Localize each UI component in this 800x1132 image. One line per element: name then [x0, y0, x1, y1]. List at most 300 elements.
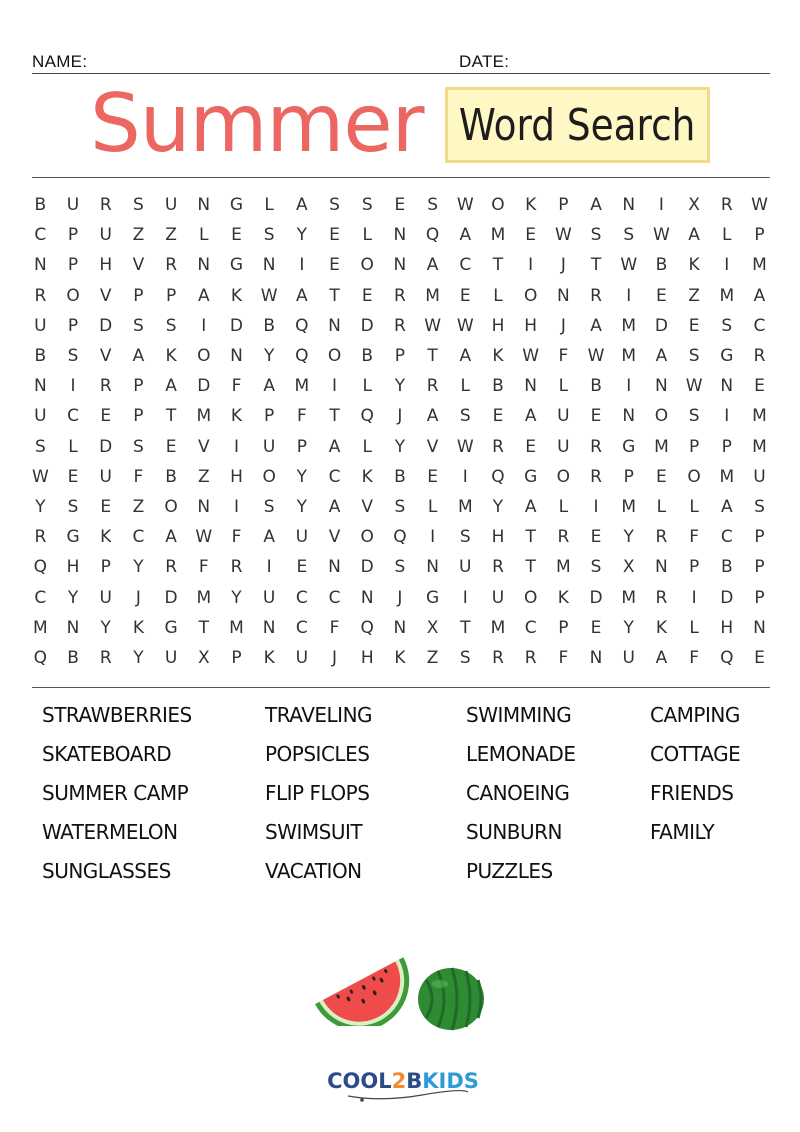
grid-letter: W — [653, 225, 670, 246]
date-label: DATE: — [459, 52, 510, 71]
grid-letter: A — [296, 285, 308, 306]
grid-letter: J — [332, 647, 338, 668]
grid-letter: L — [362, 436, 372, 457]
grid-letter: D — [164, 587, 178, 608]
grid-letter: D — [197, 376, 211, 397]
grid-letter: R — [99, 376, 112, 397]
grid-letter: G — [622, 436, 636, 457]
grid-letter: C — [295, 587, 308, 608]
grid-letter: N — [655, 557, 668, 578]
grid-letter: O — [197, 346, 211, 367]
word-column — [42, 703, 192, 898]
grid-letter: J — [397, 587, 403, 608]
watermelon-icon — [416, 966, 486, 1032]
grid-letter: I — [462, 466, 468, 487]
grid-letter: P — [754, 587, 765, 608]
grid-letter: O — [327, 346, 342, 367]
grid-letter: M — [752, 406, 767, 427]
grid-letter: C — [720, 527, 733, 548]
grid-letter: K — [492, 346, 504, 367]
grid-letter: R — [394, 315, 406, 336]
grid-letter: M — [229, 617, 244, 638]
grid-letter: C — [328, 466, 341, 487]
grid-letter: A — [426, 255, 439, 276]
grid-letter: T — [198, 617, 209, 638]
grid-letter: A — [426, 406, 439, 427]
grid-letter: A — [165, 527, 177, 548]
grid-letter: R — [720, 195, 733, 216]
word-list-item: CAMPING — [650, 703, 740, 727]
grid-letter: Q — [393, 527, 407, 548]
grid-letter: H — [99, 255, 113, 276]
grid-letter: G — [426, 587, 440, 608]
grid-letter: B — [361, 346, 374, 367]
grid-letter: E — [656, 466, 667, 487]
grid-letter: U — [99, 466, 112, 487]
grid-letter: M — [457, 496, 473, 517]
grid-letter: Y — [296, 225, 308, 246]
grid-letter: Z — [132, 496, 145, 517]
grid-row — [24, 250, 776, 280]
title-word-search: Word Search — [459, 99, 696, 151]
grid-letter: U — [753, 466, 766, 487]
grid-letter: N — [33, 376, 47, 397]
grid-letter: S — [459, 527, 471, 548]
grid-letter: W — [456, 315, 474, 336]
word-column — [650, 703, 740, 859]
grid-letter: O — [654, 406, 669, 427]
grid-letter: L — [689, 496, 699, 517]
grid-letter: A — [655, 647, 668, 668]
grid-letter: C — [524, 617, 537, 638]
grid-letter: F — [689, 647, 699, 668]
grid-letter: Y — [394, 376, 406, 397]
grid-letter: S — [67, 346, 79, 367]
grid-letter: Y — [133, 557, 144, 578]
grid-letter: V — [99, 285, 112, 306]
grid-letter: X — [426, 617, 439, 638]
grid-letter: Y — [623, 617, 634, 638]
grid-letter: R — [230, 557, 243, 578]
grid-letter: P — [67, 315, 79, 336]
grid-letter: D — [589, 587, 603, 608]
grid-letter: J — [397, 406, 403, 427]
grid-letter: U — [295, 527, 309, 548]
grid-letter: V — [99, 346, 112, 367]
grid-letter: Q — [295, 346, 309, 367]
grid-letter: N — [720, 376, 734, 397]
grid-letter: F — [296, 406, 307, 427]
word-list-item: CANOEING — [466, 781, 570, 805]
word-list-item: SUNGLASSES — [42, 859, 171, 883]
grid-letter: W — [587, 346, 605, 367]
grid-letter: Q — [425, 225, 440, 246]
grid-letter: O — [523, 285, 538, 306]
grid-letter: S — [590, 557, 602, 578]
grid-letter: B — [34, 195, 47, 216]
grid-letter: O — [556, 466, 571, 487]
grid-letter: S — [67, 496, 79, 517]
grid-letter: V — [132, 255, 145, 276]
grid-row — [24, 190, 776, 220]
grid-letter: N — [393, 255, 407, 276]
grid-letter: O — [164, 496, 178, 517]
grid-letter: E — [100, 496, 112, 517]
grid-row — [24, 462, 776, 492]
grid-letter: U — [459, 557, 472, 578]
grid-letter: I — [724, 255, 730, 276]
grid-letter: F — [231, 376, 242, 397]
grid-letter: A — [459, 225, 472, 246]
grid-letter: U — [34, 406, 47, 427]
grid-letter: K — [132, 617, 144, 638]
name-label: NAME: — [32, 52, 88, 71]
grid-letter: A — [753, 285, 766, 306]
grid-letter: S — [459, 647, 471, 668]
grid-letter: D — [99, 315, 113, 336]
grid-letter: W — [456, 436, 474, 457]
grid-letter: T — [525, 557, 536, 578]
grid-letter: W — [260, 285, 278, 306]
grid-letter: W — [31, 466, 49, 487]
word-list-item: WATERMELON — [42, 820, 178, 844]
grid-letter: I — [691, 587, 697, 608]
grid-letter: S — [394, 557, 406, 578]
grid-letter: S — [459, 406, 471, 427]
grid-letter: U — [164, 195, 178, 216]
grid-letter: A — [720, 496, 733, 517]
grid-row — [24, 613, 776, 643]
grid-row — [24, 371, 776, 401]
grid-letter: M — [490, 225, 506, 246]
grid-letter: C — [34, 587, 47, 608]
word-list-item: TRAVELING — [265, 703, 373, 727]
grid-letter: Q — [720, 647, 734, 668]
grid-letter: X — [688, 195, 700, 216]
grid-letter: H — [720, 617, 734, 638]
grid-letter: W — [620, 255, 638, 276]
grid-letter: R — [492, 557, 504, 578]
grid-letter: S — [34, 436, 46, 457]
grid-letter: A — [132, 346, 145, 367]
grid-letter: V — [328, 527, 341, 548]
grid-letter: A — [328, 436, 341, 457]
grid-letter: T — [165, 406, 177, 427]
grid-letter: D — [229, 315, 244, 336]
grid-letter: N — [197, 496, 211, 517]
word-list-item: COTTAGE — [650, 742, 741, 766]
grid-letter: U — [99, 587, 112, 608]
grid-letter: S — [754, 496, 765, 517]
grid-letter: N — [230, 346, 243, 367]
grid-letter: Q — [33, 557, 48, 578]
grid-letter: Z — [426, 647, 439, 668]
grid-letter: B — [720, 557, 733, 578]
grid-letter: N — [393, 225, 407, 246]
grid-letter: F — [329, 617, 340, 638]
grid-letter: O — [523, 587, 538, 608]
grid-letter: M — [556, 557, 571, 578]
word-list-item: LEMONADE — [466, 742, 576, 766]
grid-letter: R — [524, 647, 537, 668]
grid-row — [24, 341, 776, 371]
grid-letter: S — [361, 195, 373, 216]
grid-letter: G — [66, 527, 80, 548]
grid-letter: R — [492, 436, 504, 457]
grid-letter: E — [67, 466, 79, 487]
grid-letter: R — [34, 285, 47, 306]
grid-letter: K — [688, 255, 700, 276]
grid-letter: R — [394, 285, 406, 306]
grid-letter: B — [655, 255, 668, 276]
grid-letter: I — [430, 527, 436, 548]
word-list-item: SUMMER CAMP — [42, 781, 189, 805]
grid-letter: A — [655, 346, 668, 367]
grid-letter: S — [133, 315, 144, 336]
grid-letter: A — [524, 406, 537, 427]
grid-letter: S — [688, 346, 700, 367]
grid-letter: U — [491, 587, 505, 608]
grid-letter: U — [34, 315, 47, 336]
grid-letter: S — [394, 496, 406, 517]
grid-letter: Z — [688, 285, 700, 306]
grid-letter: J — [135, 587, 141, 608]
word-list-item: SKATEBOARD — [42, 742, 172, 766]
grid-letter: R — [165, 255, 177, 276]
grid-letter: O — [262, 466, 276, 487]
grid-letter: L — [427, 496, 438, 517]
grid-row — [24, 220, 776, 250]
grid-letter: W — [554, 225, 572, 246]
grid-letter: I — [528, 255, 534, 276]
grid-letter: A — [590, 195, 602, 216]
grid-letter: D — [360, 315, 374, 336]
grid-letter: I — [299, 255, 305, 276]
grid-letter: U — [66, 195, 80, 216]
grid-letter: E — [329, 225, 340, 246]
grid-letter: S — [721, 315, 733, 336]
title-box — [445, 87, 710, 163]
grid-letter: E — [525, 225, 537, 246]
grid-letter: P — [165, 285, 177, 306]
grid-letter: L — [493, 285, 503, 306]
grid-letter: S — [623, 225, 635, 246]
grid-row — [24, 311, 776, 341]
grid-letter: Y — [133, 647, 144, 668]
grid-letter: Q — [360, 406, 374, 427]
grid-letter: A — [590, 315, 602, 336]
cool2bkids-logo — [322, 1062, 484, 1106]
grid-letter: B — [34, 346, 47, 367]
grid-letter: W — [195, 527, 213, 548]
grid-letter: I — [626, 376, 632, 397]
grid-letter: R — [99, 647, 112, 668]
grid-letter: V — [197, 436, 210, 457]
grid-letter: D — [654, 315, 668, 336]
grid-letter: F — [198, 557, 209, 578]
grid-letter: B — [394, 466, 406, 487]
grid-letter: S — [165, 315, 177, 336]
grid-letter: Y — [623, 527, 634, 548]
grid-letter: W — [685, 376, 703, 397]
grid-letter: N — [426, 557, 439, 578]
grid-letter: O — [66, 285, 80, 306]
grid-letter: H — [230, 466, 243, 487]
grid-letter: L — [362, 225, 372, 246]
grid-letter: E — [427, 466, 438, 487]
grid-letter: U — [262, 587, 276, 608]
grid-letter: P — [394, 346, 406, 367]
grid-letter: S — [133, 195, 144, 216]
grid-letter: A — [263, 527, 275, 548]
grid-letter: H — [491, 527, 505, 548]
grid-letter: N — [393, 617, 407, 638]
grid-letter: B — [492, 376, 504, 397]
bottom-divider — [32, 687, 770, 688]
grid-letter: Q — [33, 647, 48, 668]
grid-letter: P — [133, 285, 144, 306]
grid-letter: E — [590, 527, 602, 548]
grid-letter: A — [459, 346, 472, 367]
grid-letter: E — [492, 406, 504, 427]
grid-row — [24, 582, 776, 612]
grid-letter: E — [754, 376, 765, 397]
grid-letter: W — [456, 195, 474, 216]
word-list-item: STRAWBERRIES — [42, 703, 192, 727]
grid-letter: L — [460, 376, 471, 397]
grid-letter: T — [492, 255, 504, 276]
grid-letter: H — [491, 315, 505, 336]
grid-letter: N — [655, 376, 668, 397]
grid-letter: Y — [263, 346, 275, 367]
grid-letter: K — [100, 527, 112, 548]
grid-letter: R — [492, 647, 504, 668]
grid-letter: Z — [197, 466, 210, 487]
grid-letter: C — [132, 527, 145, 548]
grid-letter: H — [66, 557, 80, 578]
grid-letter: N — [262, 255, 276, 276]
grid-letter: Q — [360, 617, 374, 638]
grid-letter: J — [560, 255, 566, 276]
grid-letter: S — [263, 496, 275, 517]
grid-letter: V — [361, 496, 374, 517]
grid-letter: M — [33, 617, 48, 638]
grid-letter: M — [621, 315, 637, 336]
grid-letter: Q — [295, 315, 309, 336]
grid-letter: C — [67, 406, 79, 427]
grid-letter: L — [68, 436, 78, 457]
grid-letter: G — [229, 255, 244, 276]
grid-letter: W — [424, 315, 441, 336]
grid-letter: O — [687, 466, 701, 487]
grid-letter: N — [622, 195, 636, 216]
grid-letter: Y — [35, 496, 46, 517]
grid-letter: F — [558, 647, 569, 668]
grid-letter: L — [199, 225, 209, 246]
grid-letter: M — [196, 406, 212, 427]
grid-letter: L — [656, 496, 667, 517]
grid-letter: M — [719, 466, 735, 487]
grid-letter: Y — [394, 436, 406, 457]
grid-letter: X — [622, 557, 635, 578]
grid-letter: Y — [100, 617, 111, 638]
grid-letter: M — [621, 346, 637, 367]
grid-letter: C — [34, 225, 47, 246]
grid-letter: P — [264, 406, 275, 427]
grid-letter: A — [165, 376, 177, 397]
grid-letter: M — [621, 587, 637, 608]
word-column — [466, 703, 575, 898]
grid-letter: P — [133, 406, 144, 427]
grid-letter: K — [165, 346, 177, 367]
grid-letter: L — [558, 496, 569, 517]
grid-letter: H — [524, 315, 538, 336]
grid-letter: E — [100, 406, 112, 427]
grid-letter: D — [720, 587, 734, 608]
word-list-item: PUZZLES — [466, 859, 553, 883]
grid-letter: R — [34, 527, 47, 548]
grid-row — [24, 492, 776, 522]
grid-row — [24, 522, 776, 552]
grid-letter: C — [328, 587, 341, 608]
grid-row — [24, 552, 776, 582]
grid-letter: L — [558, 376, 569, 397]
grid-letter: Y — [492, 496, 504, 517]
grid-letter: M — [654, 436, 669, 457]
grid-letter: G — [164, 617, 178, 638]
grid-letter: Y — [231, 587, 242, 608]
grid-row — [24, 432, 776, 462]
grid-letter: N — [33, 255, 47, 276]
grid-letter: I — [233, 436, 239, 457]
grid-letter: O — [491, 195, 505, 216]
grid-letter: E — [459, 285, 471, 306]
grid-letter: P — [67, 225, 79, 246]
grid-letter: E — [590, 406, 602, 427]
grid-row — [24, 401, 776, 431]
grid-letter: P — [558, 195, 569, 216]
grid-letter: P — [754, 527, 765, 548]
grid-letter: N — [262, 617, 276, 638]
name-date-line — [32, 52, 770, 74]
grid-letter: K — [525, 195, 537, 216]
grid-letter: Z — [165, 225, 177, 246]
grid-letter: P — [754, 557, 765, 578]
grid-letter: T — [329, 285, 340, 306]
grid-letter: R — [753, 346, 766, 367]
grid-letter: A — [688, 225, 700, 246]
grid-letter: N — [622, 406, 636, 427]
grid-letter: I — [201, 315, 207, 336]
grid-letter: C — [295, 617, 308, 638]
grid-letter: P — [67, 255, 79, 276]
word-list-item: POPSICLES — [265, 742, 370, 766]
grid-letter: K — [361, 466, 373, 487]
grid-letter: Q — [491, 466, 505, 487]
svg-text:COOL2BKIDS: COOL2BKIDS — [327, 1069, 479, 1093]
grid-letter: N — [360, 587, 374, 608]
grid-letter: S — [133, 436, 144, 457]
grid-letter: P — [721, 436, 732, 457]
grid-letter: U — [99, 225, 112, 246]
grid-letter: B — [263, 315, 275, 336]
grid-letter: N — [753, 617, 766, 638]
word-list-item: FAMILY — [650, 820, 715, 844]
grid-letter: U — [262, 436, 276, 457]
word-list-item: FLIP FLOPS — [265, 781, 370, 805]
grid-letter: F — [133, 466, 144, 487]
grid-letter: I — [70, 376, 76, 397]
